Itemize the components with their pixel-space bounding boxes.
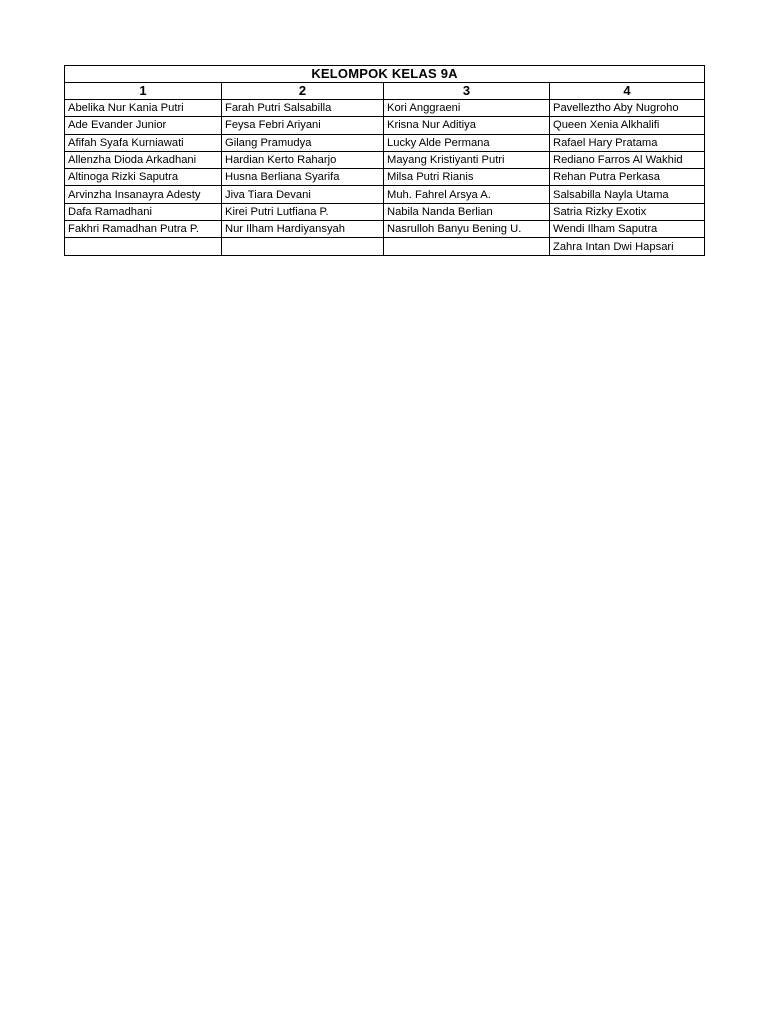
member-cell-group-3: Kori Anggraeni — [384, 100, 550, 117]
group-header-row — [65, 83, 705, 100]
member-cell-group-4: Rehan Putra Perkasa — [550, 169, 705, 186]
table-row — [65, 100, 705, 117]
member-cell-group-4: Rediano Farros Al Wakhid — [550, 151, 705, 168]
member-cell-group-3: Krisna Nur Aditiya — [384, 117, 550, 134]
member-cell-group-4: Zahra Intan Dwi Hapsari — [550, 238, 705, 255]
member-cell-group-2: Gilang Pramudya — [222, 134, 384, 151]
member-cell-group-4: Pavelleztho Aby Nugroho — [550, 100, 705, 117]
group-header-3: 3 — [384, 83, 550, 100]
member-cell-group-1: Altinoga Rizki Saputra — [65, 169, 222, 186]
table-row — [65, 238, 705, 255]
member-cell-group-4: Salsabilla Nayla Utama — [550, 186, 705, 203]
member-cell-group-1: Dafa Ramadhani — [65, 203, 222, 220]
table-row — [65, 203, 705, 220]
member-cell-group-4: Rafael Hary Pratama — [550, 134, 705, 151]
table-row — [65, 151, 705, 168]
member-cell-group-3: Milsa Putri Rianis — [384, 169, 550, 186]
member-cell-group-2 — [222, 238, 384, 255]
member-cell-group-2: Nur Ilham Hardiyansyah — [222, 221, 384, 238]
member-cell-group-1: Arvinzha Insanayra Adesty — [65, 186, 222, 203]
table-row — [65, 169, 705, 186]
table-row — [65, 134, 705, 151]
member-cell-group-1: Afifah Syafa Kurniawati — [65, 134, 222, 151]
member-cell-group-1: Allenzha Dioda Arkadhani — [65, 151, 222, 168]
member-cell-group-4: Wendi Ilham Saputra — [550, 221, 705, 238]
member-cell-group-3 — [384, 238, 550, 255]
group-header-1: 1 — [65, 83, 222, 100]
member-cell-group-3: Mayang Kristiyanti Putri — [384, 151, 550, 168]
member-cell-group-1: Fakhri Ramadhan Putra P. — [65, 221, 222, 238]
group-header-4: 4 — [550, 83, 705, 100]
member-cell-group-3: Lucky Alde Permana — [384, 134, 550, 151]
group-table-sheet — [64, 65, 704, 256]
member-cell-group-2: Feysa Febri Ariyani — [222, 117, 384, 134]
table-body — [65, 100, 705, 256]
table-row — [65, 117, 705, 134]
table-row — [65, 186, 705, 203]
table-title: KELOMPOK KELAS 9A — [65, 66, 705, 83]
table-row — [65, 221, 705, 238]
member-cell-group-2: Husna Berliana Syarifa — [222, 169, 384, 186]
member-cell-group-2: Jiva Tiara Devani — [222, 186, 384, 203]
member-cell-group-3: Nasrulloh Banyu Bening U. — [384, 221, 550, 238]
member-cell-group-3: Muh. Fahrel Arsya A. — [384, 186, 550, 203]
member-cell-group-4: Queen Xenia Alkhalifi — [550, 117, 705, 134]
group-header-2: 2 — [222, 83, 384, 100]
member-cell-group-2: Farah Putri Salsabilla — [222, 100, 384, 117]
member-cell-group-4: Satria Rizky Exotix — [550, 203, 705, 220]
title-row — [65, 66, 705, 83]
member-cell-group-1 — [65, 238, 222, 255]
group-table — [64, 65, 705, 256]
member-cell-group-2: Kirei Putri Lutfiana P. — [222, 203, 384, 220]
member-cell-group-2: Hardian Kerto Raharjo — [222, 151, 384, 168]
member-cell-group-1: Ade Evander Junior — [65, 117, 222, 134]
member-cell-group-1: Abelika Nur Kania Putri — [65, 100, 222, 117]
member-cell-group-3: Nabila Nanda Berlian — [384, 203, 550, 220]
